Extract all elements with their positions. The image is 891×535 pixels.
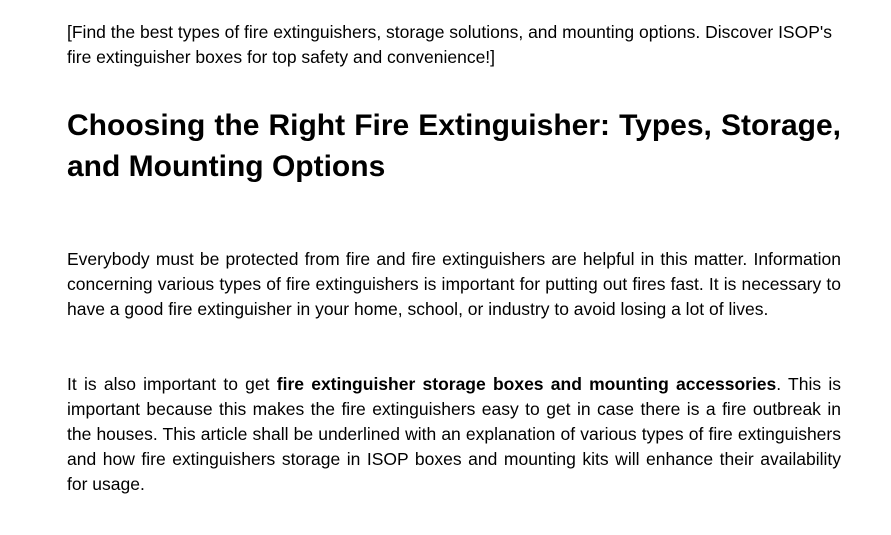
document-page (67, 20, 841, 494)
article-title: Choosing the Right Fire Extinguisher: Types, Storage, and Mounting Options (67, 109, 841, 183)
storage-paragraph-lead: It is also important to get (67, 374, 277, 394)
storage-paragraph (67, 372, 841, 497)
meta-description: [Find the best types of fire extinguishers, storage solutions, and mounting options. Discover ISOP's fire extinguisher boxes for top safety and convenience!] (67, 22, 832, 67)
intro-paragraph: Everybody must be protected from fire and fire extinguishers are helpful in this matter. Information concerning various types of fire extinguishers is important for putting out fires fast. It is necessary to have a good fire extinguisher in your home, school, or industry to avoid losing a lot of lives. (67, 249, 841, 319)
storage-paragraph-emphasis: fire extinguisher storage boxes and mounting accessories (276, 374, 777, 394)
storage-paragraph-rest: . This is important because this makes the fire extinguishers easy to get in case there is a fire outbreak in the houses. This article shall be underlined with an explanation of various types of fire extinguishers and how fire extinguishers storage in ISOP boxes and mounting kits will enhance their availability for usage. (67, 374, 841, 494)
